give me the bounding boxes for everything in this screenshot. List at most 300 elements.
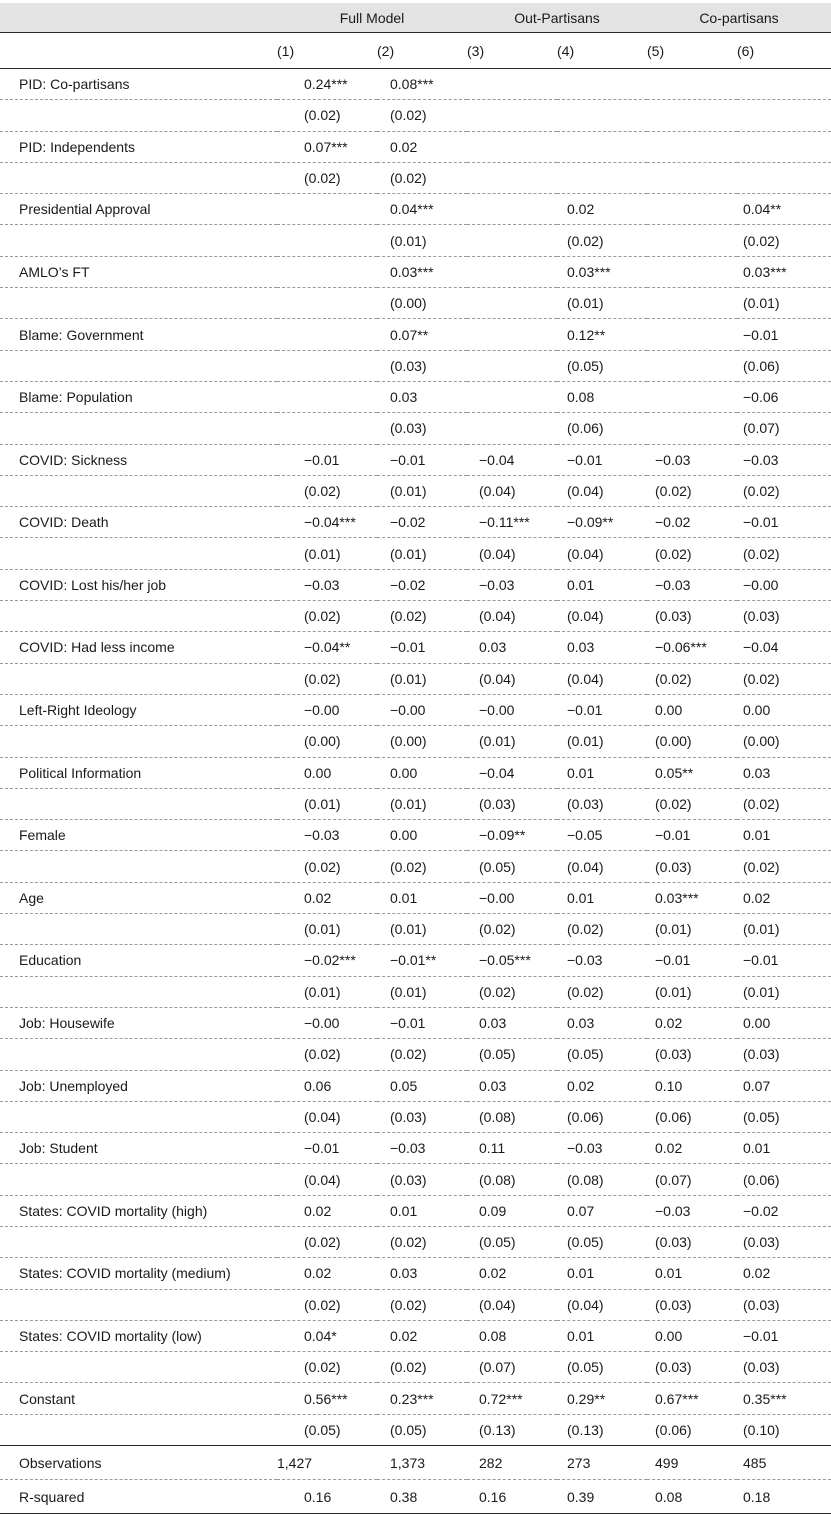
standard-error-cell: (0.07) bbox=[737, 413, 831, 444]
standard-error-cell: (0.02) bbox=[737, 663, 831, 694]
coefficient-cell: 0.01 bbox=[557, 1320, 647, 1351]
coefficient-cell: −0.01 bbox=[737, 319, 831, 350]
coefficient-cell bbox=[277, 256, 377, 287]
standard-error-cell: (0.03) bbox=[737, 1039, 831, 1070]
coefficient-cell: 0.01 bbox=[557, 757, 647, 788]
coefficient-cell: 0.07*** bbox=[277, 131, 377, 162]
standard-error-cell: (0.04) bbox=[277, 1101, 377, 1132]
standard-error-cell bbox=[557, 162, 647, 193]
coefficient-cell: 0.02 bbox=[647, 1007, 737, 1038]
stat-value-cell: 499 bbox=[647, 1446, 737, 1480]
coefficient-cell: 0.01 bbox=[737, 820, 831, 851]
standard-error-cell: (0.01) bbox=[377, 225, 467, 256]
standard-error-row bbox=[0, 1101, 831, 1132]
coefficient-cell: −0.01 bbox=[737, 507, 831, 538]
se-label-empty bbox=[0, 1039, 277, 1070]
standard-error-cell: (0.01) bbox=[737, 914, 831, 945]
coefficient-cell: 0.29** bbox=[557, 1383, 647, 1414]
standard-error-cell: (0.05) bbox=[557, 1226, 647, 1257]
coefficient-cell: 0.03*** bbox=[557, 256, 647, 287]
coefficient-cell: 0.01 bbox=[377, 882, 467, 913]
standard-error-cell: (0.06) bbox=[647, 1101, 737, 1132]
standard-error-cell: (0.05) bbox=[557, 1352, 647, 1383]
coefficient-cell: −0.00 bbox=[737, 569, 831, 600]
se-label-empty bbox=[0, 1289, 277, 1320]
standard-error-cell: (0.01) bbox=[737, 288, 831, 319]
coefficient-cell: 0.56*** bbox=[277, 1383, 377, 1414]
standard-error-row bbox=[0, 663, 831, 694]
coefficient-cell: −0.04*** bbox=[277, 507, 377, 538]
coefficient-cell: 0.05** bbox=[647, 757, 737, 788]
coefficient-cell: −0.01 bbox=[277, 444, 377, 475]
coef-row bbox=[0, 444, 831, 475]
coefficient-cell: −0.05*** bbox=[467, 945, 557, 976]
coefficient-cell bbox=[647, 381, 737, 412]
stat-value-cell: 0.08 bbox=[647, 1480, 737, 1514]
standard-error-cell: (0.01) bbox=[377, 914, 467, 945]
coefficient-cell: −0.00 bbox=[377, 694, 467, 725]
standard-error-cell bbox=[557, 100, 647, 131]
standard-error-cell: (0.03) bbox=[377, 1164, 467, 1195]
standard-error-cell: (0.02) bbox=[277, 1289, 377, 1320]
coefficient-cell: 0.00 bbox=[377, 757, 467, 788]
standard-error-row bbox=[0, 1289, 831, 1320]
coefficient-cell: 0.09 bbox=[467, 1195, 557, 1226]
coef-row bbox=[0, 820, 831, 851]
standard-error-row bbox=[0, 601, 831, 632]
coefficient-cell: −0.04** bbox=[277, 632, 377, 663]
variable-label: Job: Unemployed bbox=[0, 1070, 277, 1101]
coefficient-cell: 0.00 bbox=[647, 1320, 737, 1351]
coefficient-cell bbox=[647, 256, 737, 287]
standard-error-cell: (0.04) bbox=[557, 663, 647, 694]
coefficient-cell bbox=[277, 381, 377, 412]
coefficient-cell: −0.06 bbox=[737, 381, 831, 412]
standard-error-cell: (0.04) bbox=[557, 538, 647, 569]
coef-row bbox=[0, 256, 831, 287]
standard-error-row bbox=[0, 1352, 831, 1383]
coefficient-cell: −0.03 bbox=[277, 820, 377, 851]
standard-error-cell: (0.02) bbox=[647, 475, 737, 506]
standard-error-row bbox=[0, 475, 831, 506]
coefficient-cell: 0.02 bbox=[557, 194, 647, 225]
standard-error-row bbox=[0, 350, 831, 381]
se-label-empty bbox=[0, 475, 277, 506]
coefficient-cell: −0.05 bbox=[557, 820, 647, 851]
standard-error-row bbox=[0, 538, 831, 569]
variable-label: AMLO’s FT bbox=[0, 256, 277, 287]
standard-error-cell: (0.03) bbox=[737, 1226, 831, 1257]
standard-error-cell: (0.02) bbox=[647, 538, 737, 569]
coefficient-cell bbox=[557, 69, 647, 100]
coefficient-cell bbox=[647, 319, 737, 350]
standard-error-cell: (0.03) bbox=[377, 413, 467, 444]
coef-row bbox=[0, 131, 831, 162]
coefficient-cell: 0.00 bbox=[737, 1007, 831, 1038]
standard-error-row bbox=[0, 1226, 831, 1257]
standard-error-cell bbox=[467, 413, 557, 444]
standard-error-cell: (0.04) bbox=[557, 475, 647, 506]
coef-row bbox=[0, 381, 831, 412]
coefficient-cell: −0.06*** bbox=[647, 632, 737, 663]
coef-row bbox=[0, 1320, 831, 1351]
coef-row bbox=[0, 1070, 831, 1101]
standard-error-cell: (0.00) bbox=[377, 726, 467, 757]
standard-error-cell bbox=[467, 225, 557, 256]
standard-error-row bbox=[0, 726, 831, 757]
standard-error-cell: (0.05) bbox=[467, 1226, 557, 1257]
standard-error-cell: (0.02) bbox=[647, 788, 737, 819]
coefficient-cell: −0.09** bbox=[467, 820, 557, 851]
coefficient-cell: 0.08 bbox=[557, 381, 647, 412]
variable-label: Job: Housewife bbox=[0, 1007, 277, 1038]
coef-row bbox=[0, 1258, 831, 1289]
stat-label: Observations bbox=[0, 1446, 277, 1480]
coefficient-cell bbox=[737, 131, 831, 162]
coef-row bbox=[0, 694, 831, 725]
standard-error-cell: (0.01) bbox=[277, 914, 377, 945]
variable-label: Presidential Approval bbox=[0, 194, 277, 225]
coefficient-cell: 0.01 bbox=[737, 1133, 831, 1164]
standard-error-row bbox=[0, 162, 831, 193]
coefficient-cell: 0.07 bbox=[557, 1195, 647, 1226]
coefficient-cell: −0.01 bbox=[277, 1133, 377, 1164]
se-label-empty bbox=[0, 1101, 277, 1132]
coefficient-cell: 0.02 bbox=[377, 1320, 467, 1351]
coefficient-cell: 0.00 bbox=[647, 694, 737, 725]
group-header-co-partisans: Co-partisans bbox=[647, 3, 831, 33]
coefficient-cell: 0.02 bbox=[467, 1258, 557, 1289]
group-header-full-model: Full Model bbox=[277, 3, 467, 33]
coef-row bbox=[0, 945, 831, 976]
standard-error-cell: (0.02) bbox=[737, 538, 831, 569]
standard-error-cell: (0.08) bbox=[467, 1101, 557, 1132]
variable-label: States: COVID mortality (medium) bbox=[0, 1258, 277, 1289]
coef-row bbox=[0, 1133, 831, 1164]
standard-error-cell: (0.03) bbox=[647, 851, 737, 882]
regression-table bbox=[0, 3, 831, 1514]
se-label-empty bbox=[0, 1226, 277, 1257]
standard-error-cell: (0.06) bbox=[647, 1414, 737, 1445]
coef-row bbox=[0, 882, 831, 913]
coefficient-cell: 0.00 bbox=[377, 820, 467, 851]
coefficient-cell: −0.01** bbox=[377, 945, 467, 976]
coefficient-cell: 0.01 bbox=[557, 569, 647, 600]
coefficient-cell: 0.01 bbox=[647, 1258, 737, 1289]
standard-error-cell: (0.05) bbox=[737, 1101, 831, 1132]
variable-label: PID: Co-partisans bbox=[0, 69, 277, 100]
standard-error-row bbox=[0, 288, 831, 319]
standard-error-cell: (0.02) bbox=[277, 1352, 377, 1383]
coefficient-cell: −0.01 bbox=[557, 694, 647, 725]
standard-error-cell: (0.02) bbox=[277, 601, 377, 632]
standard-error-cell bbox=[647, 162, 737, 193]
standard-error-cell: (0.01) bbox=[377, 538, 467, 569]
group-header-row bbox=[0, 3, 831, 33]
coefficient-cell bbox=[467, 319, 557, 350]
standard-error-row bbox=[0, 413, 831, 444]
se-label-empty bbox=[0, 1164, 277, 1195]
coef-row bbox=[0, 632, 831, 663]
standard-error-cell: (0.04) bbox=[467, 538, 557, 569]
standard-error-cell: (0.06) bbox=[737, 1164, 831, 1195]
coefficient-cell: 0.04* bbox=[277, 1320, 377, 1351]
coefficient-cell: −0.04 bbox=[467, 444, 557, 475]
coefficient-cell: −0.01 bbox=[377, 1007, 467, 1038]
standard-error-cell: (0.01) bbox=[557, 288, 647, 319]
coefficient-cell: 0.23*** bbox=[377, 1383, 467, 1414]
standard-error-cell: (0.02) bbox=[277, 475, 377, 506]
stat-value-cell: 273 bbox=[557, 1446, 647, 1480]
variable-label: Job: Student bbox=[0, 1133, 277, 1164]
se-label-empty bbox=[0, 601, 277, 632]
coefficient-cell: 0.10 bbox=[647, 1070, 737, 1101]
standard-error-cell: (0.04) bbox=[557, 1289, 647, 1320]
coefficient-cell: −0.00 bbox=[467, 882, 557, 913]
coefficient-cell bbox=[277, 319, 377, 350]
variable-label: COVID: Death bbox=[0, 507, 277, 538]
variable-label: Female bbox=[0, 820, 277, 851]
coefficient-cell: 0.00 bbox=[277, 757, 377, 788]
coefficient-cell: 0.03 bbox=[737, 757, 831, 788]
standard-error-row bbox=[0, 976, 831, 1007]
standard-error-cell: (0.08) bbox=[467, 1164, 557, 1195]
standard-error-cell: (0.02) bbox=[377, 1352, 467, 1383]
se-label-empty bbox=[0, 288, 277, 319]
stat-value-cell: 0.38 bbox=[377, 1480, 467, 1514]
standard-error-cell: (0.01) bbox=[647, 914, 737, 945]
stat-value-cell: 1,427 bbox=[277, 1446, 377, 1480]
coefficient-cell: −0.02 bbox=[647, 507, 737, 538]
coefficient-cell: −0.04 bbox=[467, 757, 557, 788]
coefficient-cell: 0.11 bbox=[467, 1133, 557, 1164]
column-number-3: (3) bbox=[467, 42, 485, 59]
coefficient-cell: −0.03 bbox=[647, 1195, 737, 1226]
coefficient-cell: 0.03 bbox=[377, 1258, 467, 1289]
stat-value-cell: 0.18 bbox=[737, 1480, 831, 1514]
coefficient-cell: 0.02 bbox=[737, 1258, 831, 1289]
standard-error-cell: (0.00) bbox=[277, 726, 377, 757]
se-label-empty bbox=[0, 663, 277, 694]
coefficient-cell: 0.07 bbox=[737, 1070, 831, 1101]
standard-error-cell: (0.03) bbox=[557, 788, 647, 819]
coefficient-cell bbox=[467, 131, 557, 162]
coefficient-cell: 0.08*** bbox=[377, 69, 467, 100]
column-number-4: (4) bbox=[557, 42, 575, 59]
standard-error-cell: (0.00) bbox=[737, 726, 831, 757]
column-number-row bbox=[0, 33, 831, 69]
coefficient-cell: −0.04 bbox=[737, 632, 831, 663]
stat-value-cell: 0.16 bbox=[277, 1480, 377, 1514]
table-header bbox=[0, 3, 831, 69]
coef-row bbox=[0, 69, 831, 100]
standard-error-cell: (0.02) bbox=[557, 976, 647, 1007]
coefficient-cell: −0.03 bbox=[557, 945, 647, 976]
se-label-empty bbox=[0, 726, 277, 757]
standard-error-cell: (0.02) bbox=[277, 851, 377, 882]
standard-error-cell: (0.03) bbox=[647, 1289, 737, 1320]
coefficient-cell: 0.02 bbox=[277, 882, 377, 913]
standard-error-row bbox=[0, 100, 831, 131]
coefficient-cell: 0.05 bbox=[377, 1070, 467, 1101]
standard-error-cell: (0.01) bbox=[647, 976, 737, 1007]
standard-error-cell: (0.02) bbox=[277, 1039, 377, 1070]
standard-error-cell: (0.03) bbox=[377, 1101, 467, 1132]
standard-error-cell: (0.02) bbox=[557, 225, 647, 256]
stat-value-cell: 485 bbox=[737, 1446, 831, 1480]
coefficient-cell: −0.01 bbox=[377, 632, 467, 663]
variable-label: Blame: Population bbox=[0, 381, 277, 412]
standard-error-cell: (0.04) bbox=[557, 601, 647, 632]
coefficient-cell: 0.02 bbox=[377, 131, 467, 162]
standard-error-cell: (0.03) bbox=[467, 788, 557, 819]
standard-error-cell: (0.05) bbox=[467, 1039, 557, 1070]
standard-error-cell bbox=[737, 100, 831, 131]
standard-error-cell bbox=[647, 225, 737, 256]
column-number-6: (6) bbox=[737, 42, 755, 59]
variable-label: PID: Independents bbox=[0, 131, 277, 162]
coefficient-cell: −0.01 bbox=[737, 945, 831, 976]
standard-error-cell: (0.06) bbox=[737, 350, 831, 381]
coefficient-cell: −0.03 bbox=[467, 569, 557, 600]
standard-error-cell bbox=[277, 225, 377, 256]
standard-error-cell: (0.01) bbox=[557, 726, 647, 757]
coefficient-cell: 0.03 bbox=[377, 381, 467, 412]
standard-error-cell: (0.02) bbox=[737, 225, 831, 256]
standard-error-cell: (0.07) bbox=[647, 1164, 737, 1195]
standard-error-cell: (0.03) bbox=[377, 350, 467, 381]
standard-error-cell: (0.03) bbox=[647, 601, 737, 632]
coefficient-cell: −0.03 bbox=[647, 444, 737, 475]
coefficient-cell: 0.12** bbox=[557, 319, 647, 350]
stat-value-cell: 282 bbox=[467, 1446, 557, 1480]
standard-error-cell: (0.02) bbox=[377, 1039, 467, 1070]
coefficient-cell: −0.01 bbox=[557, 444, 647, 475]
standard-error-cell: (0.01) bbox=[737, 976, 831, 1007]
coefficient-cell: 0.35*** bbox=[737, 1383, 831, 1414]
standard-error-cell: (0.02) bbox=[737, 788, 831, 819]
standard-error-cell: (0.02) bbox=[277, 1226, 377, 1257]
standard-error-cell: (0.02) bbox=[557, 914, 647, 945]
standard-error-cell: (0.05) bbox=[557, 1039, 647, 1070]
coefficient-cell: −0.00 bbox=[467, 694, 557, 725]
table-body bbox=[0, 69, 831, 1514]
coefficient-cell: 0.07** bbox=[377, 319, 467, 350]
column-number-5: (5) bbox=[647, 42, 665, 59]
coefficient-cell: 0.03 bbox=[467, 632, 557, 663]
variable-label: COVID: Had less income bbox=[0, 632, 277, 663]
coef-row bbox=[0, 1007, 831, 1038]
standard-error-cell: (0.13) bbox=[557, 1414, 647, 1445]
standard-error-cell: (0.02) bbox=[737, 475, 831, 506]
standard-error-cell: (0.06) bbox=[557, 413, 647, 444]
standard-error-cell: (0.01) bbox=[277, 976, 377, 1007]
standard-error-row bbox=[0, 851, 831, 882]
coefficient-cell: 0.04*** bbox=[377, 194, 467, 225]
standard-error-cell: (0.02) bbox=[737, 851, 831, 882]
standard-error-cell: (0.03) bbox=[737, 1352, 831, 1383]
coefficient-cell: 0.01 bbox=[557, 882, 647, 913]
se-label-empty bbox=[0, 413, 277, 444]
standard-error-cell bbox=[467, 100, 557, 131]
standard-error-cell: (0.04) bbox=[467, 475, 557, 506]
coefficient-cell bbox=[737, 69, 831, 100]
standard-error-cell bbox=[277, 413, 377, 444]
standard-error-cell: (0.02) bbox=[377, 162, 467, 193]
se-label-empty bbox=[0, 100, 277, 131]
variable-label: Constant bbox=[0, 1383, 277, 1414]
group-header-out-partisans: Out-Partisans bbox=[467, 3, 647, 33]
se-label-empty bbox=[0, 538, 277, 569]
coefficient-cell bbox=[647, 131, 737, 162]
coefficient-cell bbox=[647, 194, 737, 225]
se-label-empty bbox=[0, 851, 277, 882]
standard-error-cell: (0.02) bbox=[377, 1289, 467, 1320]
coefficient-cell bbox=[277, 194, 377, 225]
standard-error-cell bbox=[467, 288, 557, 319]
standard-error-cell: (0.01) bbox=[467, 726, 557, 757]
coefficient-cell: −0.11*** bbox=[467, 507, 557, 538]
standard-error-cell bbox=[647, 413, 737, 444]
coefficient-cell: −0.03 bbox=[377, 1133, 467, 1164]
coefficient-cell: 0.72*** bbox=[467, 1383, 557, 1414]
coef-row bbox=[0, 319, 831, 350]
coefficient-cell: −0.01 bbox=[737, 1320, 831, 1351]
coefficient-cell: −0.00 bbox=[277, 1007, 377, 1038]
standard-error-cell: (0.02) bbox=[377, 851, 467, 882]
coefficient-cell: 0.01 bbox=[557, 1258, 647, 1289]
standard-error-cell: (0.05) bbox=[277, 1414, 377, 1445]
column-number-2: (2) bbox=[377, 42, 395, 59]
coefficient-cell bbox=[467, 256, 557, 287]
coefficient-cell: −0.02*** bbox=[277, 945, 377, 976]
standard-error-cell: (0.08) bbox=[557, 1164, 647, 1195]
standard-error-cell: (0.03) bbox=[647, 1352, 737, 1383]
standard-error-cell bbox=[277, 288, 377, 319]
stat-label: R-squared bbox=[0, 1480, 277, 1514]
standard-error-cell: (0.05) bbox=[377, 1414, 467, 1445]
coefficient-cell: 0.04** bbox=[737, 194, 831, 225]
standard-error-cell: (0.04) bbox=[277, 1164, 377, 1195]
standard-error-cell: (0.00) bbox=[377, 288, 467, 319]
standard-error-cell: (0.01) bbox=[277, 788, 377, 819]
standard-error-cell bbox=[277, 350, 377, 381]
standard-error-cell bbox=[647, 288, 737, 319]
standard-error-cell: (0.02) bbox=[467, 914, 557, 945]
standard-error-cell: (0.01) bbox=[377, 663, 467, 694]
coefficient-cell: −0.01 bbox=[647, 945, 737, 976]
standard-error-cell: (0.02) bbox=[277, 162, 377, 193]
coefficient-cell bbox=[467, 69, 557, 100]
coefficient-cell bbox=[467, 381, 557, 412]
standard-error-cell: (0.03) bbox=[647, 1226, 737, 1257]
variable-label: COVID: Sickness bbox=[0, 444, 277, 475]
variable-label: Political Information bbox=[0, 757, 277, 788]
se-label-empty bbox=[0, 225, 277, 256]
coefficient-cell: −0.00 bbox=[277, 694, 377, 725]
coefficient-cell: −0.02 bbox=[737, 1195, 831, 1226]
stat-value-cell: 0.39 bbox=[557, 1480, 647, 1514]
coefficient-cell: −0.03 bbox=[647, 569, 737, 600]
variable-label: COVID: Lost his/her job bbox=[0, 569, 277, 600]
coefficient-cell: −0.02 bbox=[377, 569, 467, 600]
coefficient-cell: −0.01 bbox=[647, 820, 737, 851]
se-label-empty bbox=[0, 350, 277, 381]
standard-error-row bbox=[0, 225, 831, 256]
standard-error-cell: (0.03) bbox=[737, 601, 831, 632]
standard-error-cell: (0.13) bbox=[467, 1414, 557, 1445]
standard-error-cell: (0.05) bbox=[557, 350, 647, 381]
